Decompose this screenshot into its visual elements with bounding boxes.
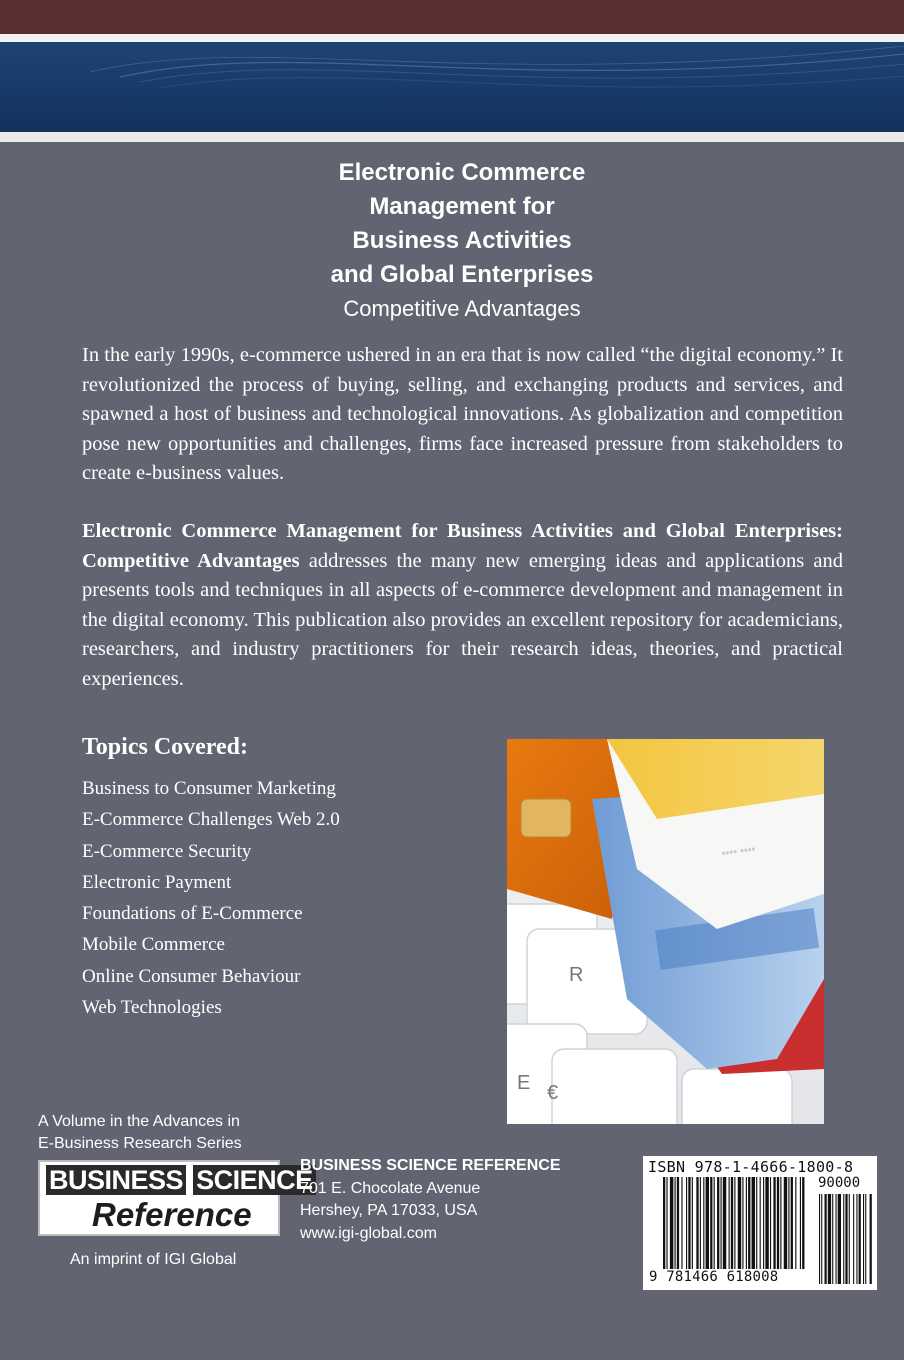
barcode-bar (795, 1177, 796, 1269)
barcode-bar (788, 1177, 789, 1269)
barcode-bar (666, 1177, 667, 1269)
publisher-city: Hershey, PA 17033, USA (300, 1202, 478, 1219)
barcode-addon-bar (859, 1194, 861, 1284)
topics-heading: Topics Covered: (82, 734, 249, 760)
barcode-bar (791, 1177, 793, 1269)
barcode-bar (714, 1177, 715, 1269)
barcode-addon-bar (849, 1194, 850, 1284)
barcode-bar (784, 1177, 787, 1269)
barcode-addon-bar (825, 1194, 827, 1284)
topics-list (82, 773, 340, 1023)
logo-word-reference: Reference (92, 1196, 252, 1233)
logo-word-business: BUSINESS (46, 1165, 186, 1195)
logo-top-text (46, 1165, 316, 1196)
barcode-bar (746, 1177, 747, 1269)
title-line: Management for (369, 193, 555, 220)
imprint-text: An imprint of IGI Global (70, 1251, 237, 1268)
credit-cards-keyboard-illustration (507, 739, 824, 1124)
logo-word-science: SCIENCE (193, 1165, 316, 1195)
topic-item: E-Commerce Security (82, 840, 252, 862)
header-bottom-line (0, 132, 904, 142)
keyboard-key-r: R (569, 964, 584, 986)
barcode-bar (770, 1177, 771, 1269)
series-line: A Volume in the Advances in (38, 1113, 240, 1130)
barcode-bar (696, 1177, 698, 1269)
series-note (38, 1111, 242, 1155)
barcode-addon-bar (838, 1194, 841, 1284)
barcode-bar (773, 1177, 775, 1269)
barcode-addon-bar (865, 1194, 866, 1284)
publisher-website: www.igi-global.com (300, 1224, 437, 1242)
barcode-bar (738, 1177, 741, 1269)
top-maroon-band (0, 0, 904, 34)
barcode-bar (681, 1177, 682, 1269)
barcode-bar (742, 1177, 743, 1269)
barcode-addon: 90000 (818, 1175, 861, 1191)
publisher-street: 701 E. Chocolate Avenue (300, 1179, 481, 1197)
barcode-bar (763, 1177, 764, 1269)
book-subtitle: Competitive Advantages (343, 296, 581, 321)
barcode-addon-bar (828, 1194, 831, 1284)
barcode-bar (706, 1177, 709, 1269)
barcode-bar (765, 1177, 768, 1269)
topic-item: Electronic Payment (82, 871, 232, 893)
topic-item: E-Commerce Challenges Web 2.0 (82, 809, 340, 831)
barcode-bar (700, 1177, 701, 1269)
barcode-bar (760, 1177, 761, 1269)
barcode-bar (800, 1177, 801, 1269)
publisher-address (300, 1155, 561, 1245)
description-paragraph-1: In the early 1990s, e-commerce ushered in an era that is now called “the digital economy.” It revolutionized the process of buying, selling, and exchanging products and services, and spawned a host of business and technological innovations. As globalization and competition pose new opportunities and challenges, firms face increased pressure from stakeholders to create e-business values. (82, 344, 843, 484)
barcode-bar (723, 1177, 726, 1269)
barcode-addon-bar (863, 1194, 864, 1284)
barcode-bar (717, 1177, 719, 1269)
barcode-bar (688, 1177, 690, 1269)
description-paragraph-2 (82, 517, 843, 694)
barcode-bar (692, 1177, 693, 1269)
barcode-addon-bar (843, 1194, 844, 1284)
topic-item: Foundations of E-Commerce (82, 903, 303, 925)
barcode-bar (748, 1177, 750, 1269)
barcode-bar (729, 1177, 730, 1269)
keyboard-key-e: E (517, 1072, 531, 1094)
barcode-addon-bar (832, 1194, 833, 1284)
barcode-bar (677, 1177, 679, 1269)
barcode-bar (675, 1177, 676, 1269)
barcode-bar (756, 1177, 757, 1269)
barcode-bar (731, 1177, 733, 1269)
description-paragraph-2-text: addresses the many new emerging ideas and applications and presents tools and techniques in all aspects of e-commerce development and management in the digital economy. This publication also provides an excellent repository for academicians, researchers, and industry practitioners for their research ideas, theories, and practical experiences. (82, 549, 843, 690)
top-divider-line (0, 34, 904, 42)
publisher-name: BUSINESS SCIENCE REFERENCE (300, 1157, 561, 1174)
credit-cards-photo (507, 739, 824, 1124)
barcode-addon-bar (870, 1194, 872, 1284)
isbn-label: ISBN 978-1-4666-1800-8 (648, 1158, 854, 1176)
barcode-addon-bar (836, 1194, 837, 1284)
title-line: and Global Enterprises (330, 261, 594, 288)
barcode-bar (780, 1177, 781, 1269)
swoosh-graphic (0, 42, 904, 132)
barcode-addon-bar (819, 1194, 820, 1284)
barcode-addon-bar (853, 1194, 854, 1284)
barcode-bar (670, 1177, 673, 1269)
book-title (0, 156, 904, 292)
series-line: E-Business Research Series (38, 1135, 242, 1152)
topic-item: Business to Consumer Marketing (82, 778, 336, 799)
isbn-barcode (643, 1156, 877, 1290)
barcode-addon-bar (821, 1194, 822, 1284)
barcode-bar (703, 1177, 704, 1269)
title-line: Business Activities (352, 227, 572, 254)
barcode-addon-bar (845, 1194, 847, 1284)
barcode-bar (721, 1177, 722, 1269)
barcode-ean-digits: 9 781466 618008 (649, 1269, 779, 1285)
topic-item: Web Technologies (82, 997, 222, 1019)
barcode-addon-bar (856, 1194, 857, 1284)
barcode-bar (663, 1177, 665, 1269)
svg-text:▪▪▪▪ ▪▪▪▪: ▪▪▪▪ ▪▪▪▪ (720, 843, 757, 860)
barcode-bar (777, 1177, 779, 1269)
topic-item: Mobile Commerce (82, 934, 225, 956)
description-bold-title: Electronic Commerce Management for Business Activities and Global Enterprises: Competitive Advantages (82, 520, 843, 572)
barcode-bar (734, 1177, 735, 1269)
barcode-bar (710, 1177, 712, 1269)
barcode-bar (752, 1177, 755, 1269)
business-science-reference-logo (38, 1160, 313, 1236)
barcode-bar (686, 1177, 687, 1269)
barcode-bar (802, 1177, 804, 1269)
title-line: Electronic Commerce (338, 159, 586, 186)
keyboard-key-euro: € (547, 1082, 559, 1104)
blue-header-band (0, 42, 904, 132)
chip-icon (521, 799, 571, 837)
topic-item: Online Consumer Behaviour (82, 965, 301, 987)
